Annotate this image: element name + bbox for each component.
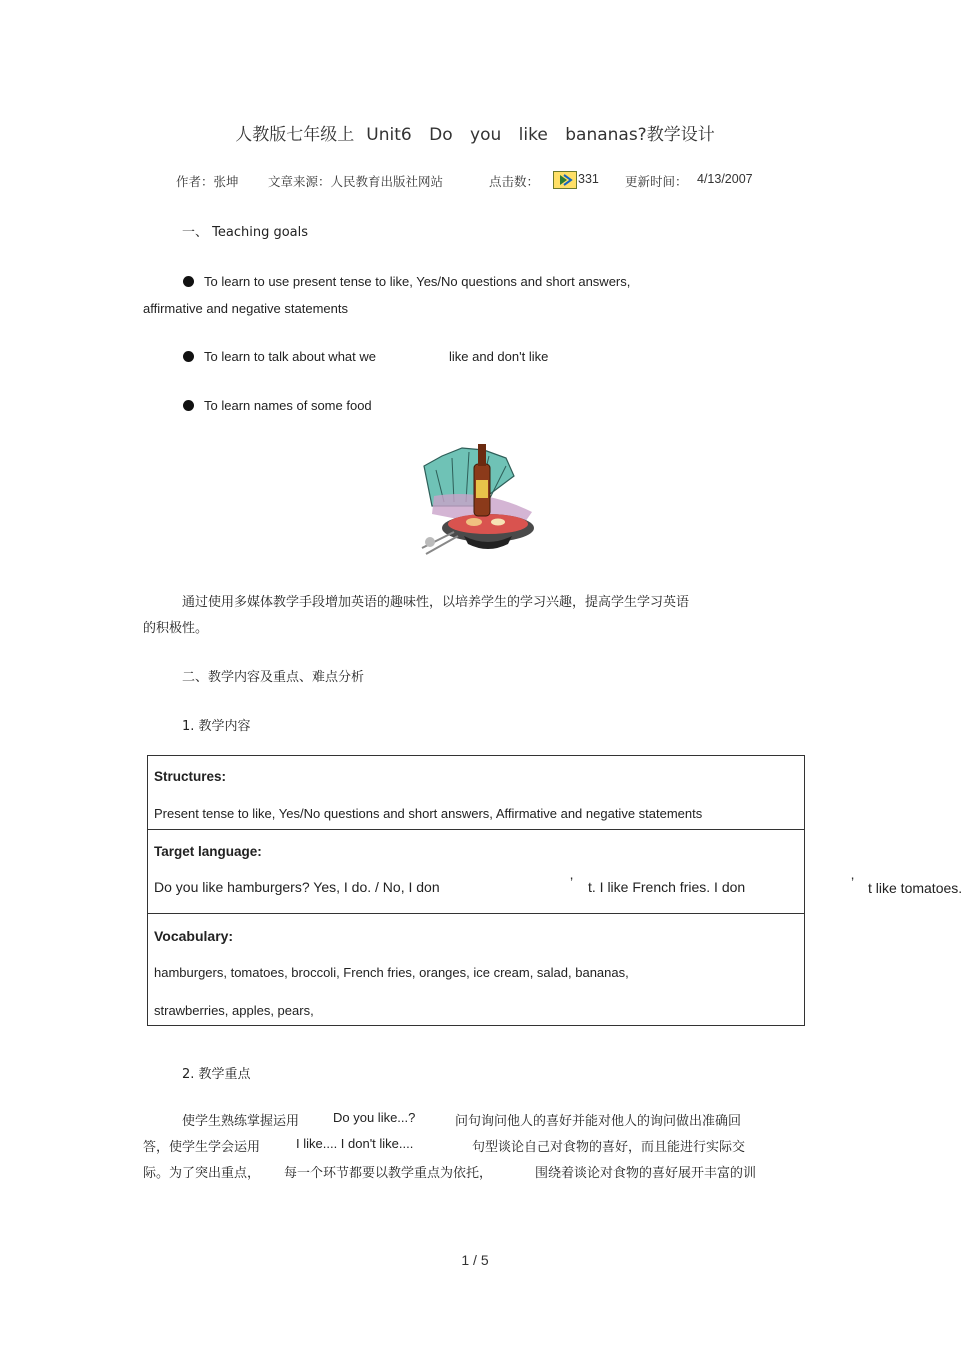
paragraph-2-text: 围绕着谈论对食物的喜好展开丰富的训: [535, 1166, 757, 1181]
updated-value: 4/13/2007: [697, 172, 753, 186]
updated-label: 更新时间：: [625, 174, 688, 189]
target-language-part-b: t. I like French fries. I don: [588, 879, 746, 895]
table-row: [148, 756, 805, 830]
paragraph-2-text: 使学生熟练掌握运用: [182, 1114, 300, 1129]
table-row: [148, 830, 805, 914]
sub-heading-key-points: 2. 教学重点: [182, 1067, 251, 1082]
vocabulary-label: Vocabulary:: [154, 928, 234, 944]
goal-2-part-b: like and don't like: [449, 349, 549, 364]
title-part: Do: [429, 125, 453, 145]
structures-text: Present tense to like, Yes/No questions and short answers, Affirmative and negative statements: [154, 806, 703, 821]
title-part: you: [470, 125, 502, 145]
vocabulary-line-2: strawberries, apples, pears,: [154, 1003, 314, 1018]
source: 文章来源：人民教育出版社网站: [268, 174, 444, 189]
paragraph-2-text: 答，使学生学会运用: [143, 1140, 261, 1155]
vocabulary-line-1: hamburgers, tomatoes, broccoli, French fries, oranges, ice cream, salad, bananas,: [154, 965, 629, 980]
food-illustration: [414, 436, 574, 560]
page-number: 1 / 5: [461, 1252, 489, 1268]
author: 作者：张坤: [176, 174, 239, 189]
page-title: [0, 120, 950, 145]
clicks-icon: [553, 171, 577, 189]
target-language-part-a: Do you like hamburgers? Yes, I do. / No, I don: [154, 879, 440, 895]
section-heading-goals: 一、 Teaching goals: [182, 225, 309, 240]
bullet-icon: [183, 351, 194, 362]
title-part: Unit6: [366, 125, 412, 145]
target-language-apostrophe: ’: [570, 874, 574, 890]
paragraph-2-text: Do you like...?: [333, 1110, 416, 1125]
table-row: [148, 914, 805, 1026]
content-table: [147, 755, 855, 1026]
paragraph-1-line-2: 的积极性。: [143, 621, 209, 636]
clicks-value: 331: [578, 172, 599, 186]
goal-2-part-a: To learn to talk about what we: [204, 349, 376, 364]
title-part: bananas?教学设计: [565, 125, 715, 145]
title-part: 人教版七年级上: [235, 125, 355, 145]
goal-1-line-2: affirmative and negative statements: [143, 301, 348, 316]
target-language-part-c: t like tomatoes.: [868, 880, 962, 896]
paragraph-2-text: 问句询问他人的喜好并能对他人的询问做出准确回: [455, 1114, 742, 1129]
goal-1-line-1: To learn to use present tense to like, Yes/No questions and short answers,: [204, 274, 631, 289]
section-heading-analysis: 二、教学内容及重点、难点分析: [182, 670, 365, 685]
paragraph-2-text: 际。为了突出重点，: [143, 1166, 261, 1181]
target-language-apostrophe: ’: [851, 874, 855, 890]
goal-3: To learn names of some food: [204, 398, 372, 413]
paragraph-2-text: 句型谈论自己对食物的喜好，而且能进行实际交: [472, 1140, 746, 1155]
paragraph-1-line-1: 通过使用多媒体教学手段增加英语的趣味性，以培养学生的学习兴趣，提高学生学习英语: [182, 595, 690, 610]
sub-heading-content: 1. 教学内容: [182, 719, 251, 734]
clicks-label: 点击数：: [489, 174, 540, 189]
target-language-label: Target language:: [154, 844, 262, 859]
structures-label: Structures:: [154, 769, 227, 784]
paragraph-2-text: I like.... I don't like....: [296, 1136, 414, 1151]
bullet-icon: [183, 400, 194, 411]
paragraph-2-text: 每一个环节都要以教学重点为依托，: [284, 1166, 493, 1181]
bullet-icon: [183, 276, 194, 287]
title-part: like: [518, 125, 548, 145]
